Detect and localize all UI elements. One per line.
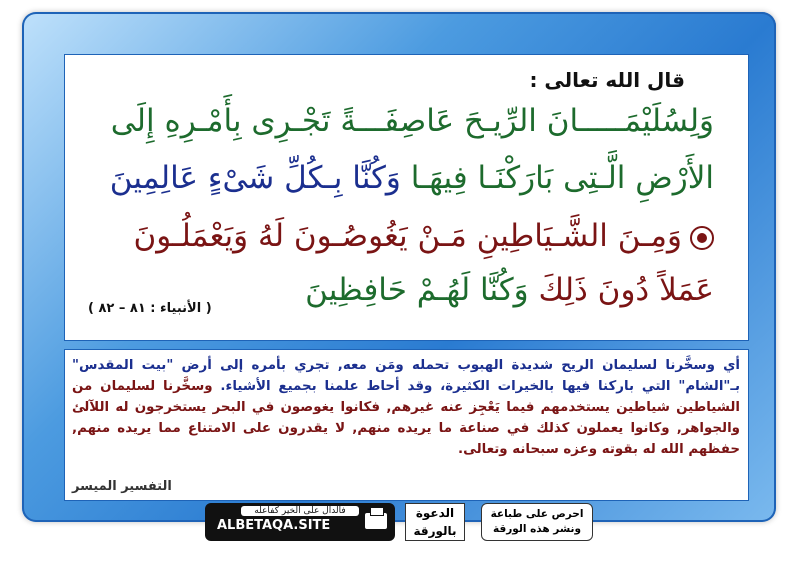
verse-line-2 [84,160,714,196]
verse-intro-heading: قال الله تعالى : [529,68,685,92]
logo-line-2: بالورقة [413,524,457,538]
verse-line-1: وَلِسُلَيْمَـــــانَ الرِّيـحَ عَاصِفَـــةً تَجْـرِى بِأَمْـرِهِ إِلَى [110,103,714,139]
verse-line-2-part-b: وَكُنَّا بِـكُلِّ شَىْءٍ عَالِمِينَ [109,160,401,196]
verse-reference: ( الأنبياء : ٨١ – ٨٢ ) [88,301,212,316]
print-appeal-line-1: احرص على طباعة [490,508,584,520]
verse-line-4-part-a: عَمَلاً دُونَ ذَلِكَ [538,272,714,308]
tafsir-paragraph-2: وسخَّرنا لسليمان من الشياطين شياطين يستخدمهم فيما يَعْجِز عنه غيرهم, فكانوا يغوصون في البحر يستخرجون له اللآلئ والجواهر, وكانوا يعملون كذلك في صناعة ما يريده منهم, لا يقدرون على الامتناع مما يريده منهم, حفظهم الله له بقوته وعزه سبحانه وتعالى. [72,379,740,457]
tafsir-paragraph-1: أي وسخَّرنا لسليمان الريح شديدة الهبوب تحمله ومَن معه, تجري بأمره إلى أرض "بيت المقدس" بـ"الشام" التي باركنا فيها بالخيرات الكثيرة، وقد أحاط علمنا بجميع الأشياء. [72,358,740,394]
print-appeal-line-2: ونشر هذه الورقة [493,523,581,535]
printer-icon [365,513,387,529]
dawah-logo [405,503,465,541]
site-link[interactable]: ALBETAQA.SITE [217,518,331,533]
verse-line-3 [84,218,714,254]
tafsir-text [72,355,740,460]
verse-line-2-part-a: الأَرْضِ الَّـتِى بَارَكْنَـا فِيهَـا [410,160,714,196]
site-box [205,503,395,541]
ayah-end-marker-icon [690,226,714,250]
verse-line-4-part-b: وَكُنَّا لَهُـمْ حَافِظِينَ [305,272,529,308]
tafsir-source: التفسير الميسر [72,479,172,494]
slogan: فالدال على الخير كفاعله [241,506,359,516]
logo-line-1: الدعوة [415,506,455,520]
footer [205,503,593,543]
verse-line-3-text: وَمِـنَ الشَّـيَاطِينِ مَـنْ يَغُوصُـونَ لَهُ وَيَعْمَلُـونَ [133,218,682,254]
print-appeal-box [481,503,593,541]
